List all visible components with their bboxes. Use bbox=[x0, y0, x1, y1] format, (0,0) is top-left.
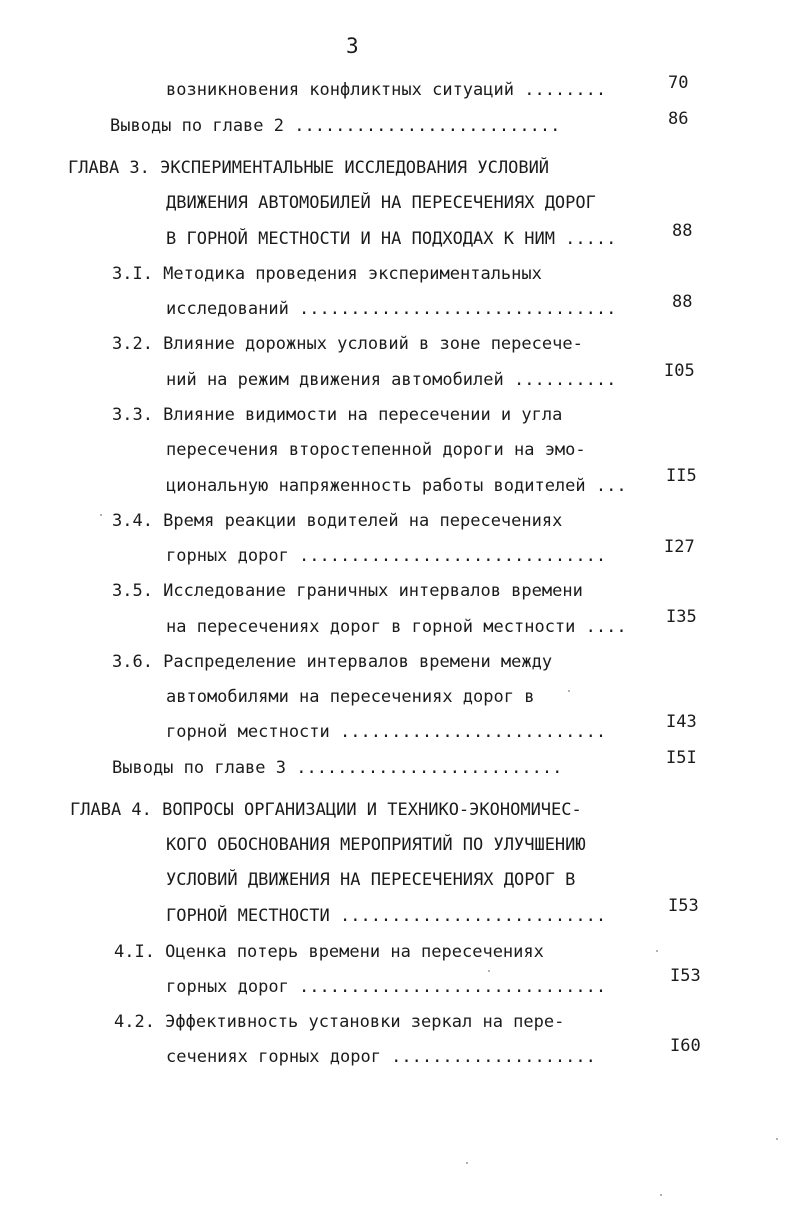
toc-page-ref: I05 bbox=[664, 361, 695, 381]
toc-line: КОГО ОБОСНОВАНИЯ МЕРОПРИЯТИЙ ПО УЛУЧШЕНИЮ bbox=[166, 835, 586, 855]
toc-line: ний на режим движения автомобилей .......... bbox=[166, 370, 617, 390]
toc-line: ДВИЖЕНИЯ АВТОМОБИЛЕЙ НА ПЕРЕСЕЧЕНИЯХ ДОРОГ bbox=[166, 193, 596, 213]
toc-line: 4.I. Оценка потерь времени на пересечениях bbox=[114, 942, 544, 962]
toc-line: ГОРНОЙ МЕСТНОСТИ .......................... bbox=[166, 906, 607, 926]
toc-line: 3.6. Распределение интервалов времени между bbox=[112, 652, 553, 672]
toc-page-ref: I43 bbox=[666, 712, 697, 732]
toc-line: В ГОРНОЙ МЕСТНОСТИ И НА ПОДХОДАХ К НИМ ..... bbox=[166, 229, 617, 249]
scan-speck bbox=[776, 1138, 778, 1140]
toc-line: пересечения второстепенной дороги на эмо- bbox=[166, 440, 586, 460]
toc-line: 3.2. Влияние дорожных условий в зоне пересече- bbox=[112, 334, 583, 354]
toc-page-ref: I5I bbox=[666, 748, 697, 768]
toc-line: циональную напряженность работы водителей ... bbox=[166, 476, 627, 496]
toc-chapter-heading: ГЛАВА 3. ЭКСПЕРИМЕНТАЛЬНЫЕ ИССЛЕДОВАНИЯ УСЛОВИЙ bbox=[68, 158, 550, 178]
scan-speck bbox=[466, 1162, 468, 1164]
toc-line: УСЛОВИЙ ДВИЖЕНИЯ НА ПЕРЕСЕЧЕНИЯХ ДОРОГ В bbox=[166, 870, 576, 890]
toc-chapter-heading: ГЛАВА 4. ВОПРОСЫ ОРГАНИЗАЦИИ И ТЕХНИКО-ЭКОНОМИЧЕС- bbox=[70, 800, 582, 820]
toc-page-ref: I27 bbox=[664, 537, 695, 557]
toc-page-ref: I53 bbox=[668, 896, 699, 916]
toc-line: автомобилями на пересечениях дорог в bbox=[166, 687, 535, 707]
toc-page-ref: I53 bbox=[670, 966, 701, 986]
scan-speck bbox=[488, 970, 490, 972]
toc-page-ref: 88 bbox=[672, 221, 693, 241]
toc-line: горных дорог .............................. bbox=[166, 977, 607, 997]
toc-line: горных дорог .............................. bbox=[166, 546, 607, 566]
toc-line: Выводы по главе 3 .......................... bbox=[112, 758, 563, 778]
scan-speck bbox=[100, 514, 102, 516]
toc-page-ref: I60 bbox=[670, 1036, 701, 1056]
scan-speck bbox=[568, 690, 570, 692]
toc-line: исследований ............................... bbox=[166, 299, 617, 319]
toc-line: сечениях горных дорог .................... bbox=[166, 1047, 596, 1067]
toc-page-ref: 70 bbox=[668, 73, 689, 93]
toc-line: возникновения конфликтных ситуаций ........ bbox=[166, 80, 607, 100]
toc-page-ref: 86 bbox=[668, 109, 689, 129]
toc-line: горной местности .......................... bbox=[166, 722, 607, 742]
scan-speck bbox=[656, 950, 658, 952]
toc-line: 4.2. Эффективность установки зеркал на пере- bbox=[114, 1012, 565, 1032]
toc-line: Выводы по главе 2 .......................... bbox=[110, 116, 561, 136]
toc-page-ref: 88 bbox=[672, 292, 693, 312]
toc-line: 3.4. Время реакции водителей на пересечениях bbox=[112, 511, 563, 531]
toc-line: на пересечениях дорог в горной местности .... bbox=[166, 617, 627, 637]
page-number: 3 bbox=[346, 34, 359, 58]
toc-page-ref: II5 bbox=[666, 466, 697, 486]
toc-page-ref: I35 bbox=[666, 607, 697, 627]
toc-line: 3.5. Исследование граничных интервалов времени bbox=[112, 581, 583, 601]
scan-speck bbox=[660, 1194, 662, 1196]
toc-line: 3.I. Методика проведения экспериментальных bbox=[112, 264, 542, 284]
toc-line: 3.3. Влияние видимости на пересечении и угла bbox=[112, 405, 563, 425]
